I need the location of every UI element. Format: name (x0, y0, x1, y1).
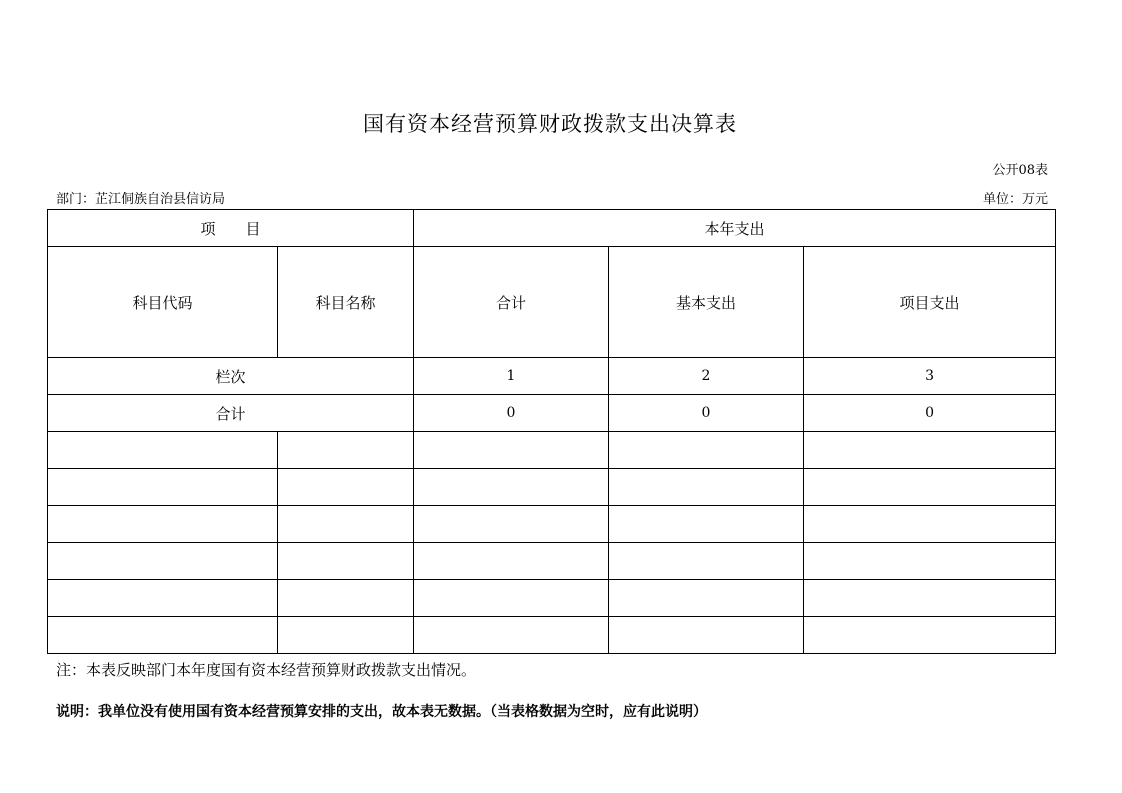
index-cell-2: 2 (609, 358, 804, 395)
table-cell (804, 469, 1056, 506)
column-header-basic: 基本支出 (609, 247, 804, 358)
table-cell (414, 543, 609, 580)
table-cell (609, 469, 804, 506)
table-cell (804, 617, 1056, 654)
table-cell (48, 432, 278, 469)
table-cell (609, 580, 804, 617)
table-cell (48, 617, 278, 654)
table-row (48, 469, 1056, 506)
table-cell (278, 432, 414, 469)
table-cell (48, 469, 278, 506)
table-cell (609, 432, 804, 469)
header-current-year-cell: 本年支出 (414, 210, 1056, 247)
page-title: 国有资本经营预算财政拨款支出决算表 (363, 112, 737, 136)
header-row-1 (48, 210, 1056, 247)
table-cell (278, 543, 414, 580)
table-cell (278, 506, 414, 543)
table-cell (804, 506, 1056, 543)
column-header-name: 科目名称 (278, 247, 414, 358)
total-cell-basic: 0 (609, 395, 804, 432)
table-cell (278, 469, 414, 506)
table-cell (414, 617, 609, 654)
total-cell-project: 0 (804, 395, 1056, 432)
table-cell (804, 580, 1056, 617)
table-cell (278, 580, 414, 617)
table-cell (609, 506, 804, 543)
table-row (48, 617, 1056, 654)
table-row (48, 432, 1056, 469)
table-cell (48, 506, 278, 543)
table-note: 注：本表反映部门本年度国有资本经营预算财政拨款支出情况。 (56, 661, 477, 679)
table-cell (48, 543, 278, 580)
total-row-label: 合计 (48, 395, 414, 432)
table-cell (414, 469, 609, 506)
index-row-label: 栏次 (48, 358, 414, 395)
index-row (48, 358, 1056, 395)
table-cell (609, 543, 804, 580)
table-cell (48, 580, 278, 617)
department-label: 部门：芷江侗族自治县信访局 (56, 192, 226, 207)
table-cell (278, 617, 414, 654)
form-number: 公开08表 (992, 163, 1048, 178)
table-cell (414, 580, 609, 617)
column-header-code: 科目代码 (48, 247, 278, 358)
expenditure-table (47, 209, 1056, 654)
index-cell-3: 3 (804, 358, 1056, 395)
table-cell (609, 617, 804, 654)
column-header-project: 项目支出 (804, 247, 1056, 358)
header-item-cell: 项 目 (48, 210, 414, 247)
column-header-total: 合计 (414, 247, 609, 358)
table-cell (804, 543, 1056, 580)
table-row (48, 580, 1056, 617)
total-row (48, 395, 1056, 432)
total-cell-total: 0 (414, 395, 609, 432)
explanation-text: 说明：我单位没有使用国有资本经营预算安排的支出，故本表无数据。（当表格数据为空时，应有此说明） (56, 704, 707, 720)
table-row (48, 543, 1056, 580)
unit-label: 单位：万元 (982, 192, 1048, 207)
index-cell-1: 1 (414, 358, 609, 395)
table-cell (414, 506, 609, 543)
table-cell (414, 432, 609, 469)
table-row (48, 506, 1056, 543)
header-row-2 (48, 247, 1056, 358)
table-cell (804, 432, 1056, 469)
